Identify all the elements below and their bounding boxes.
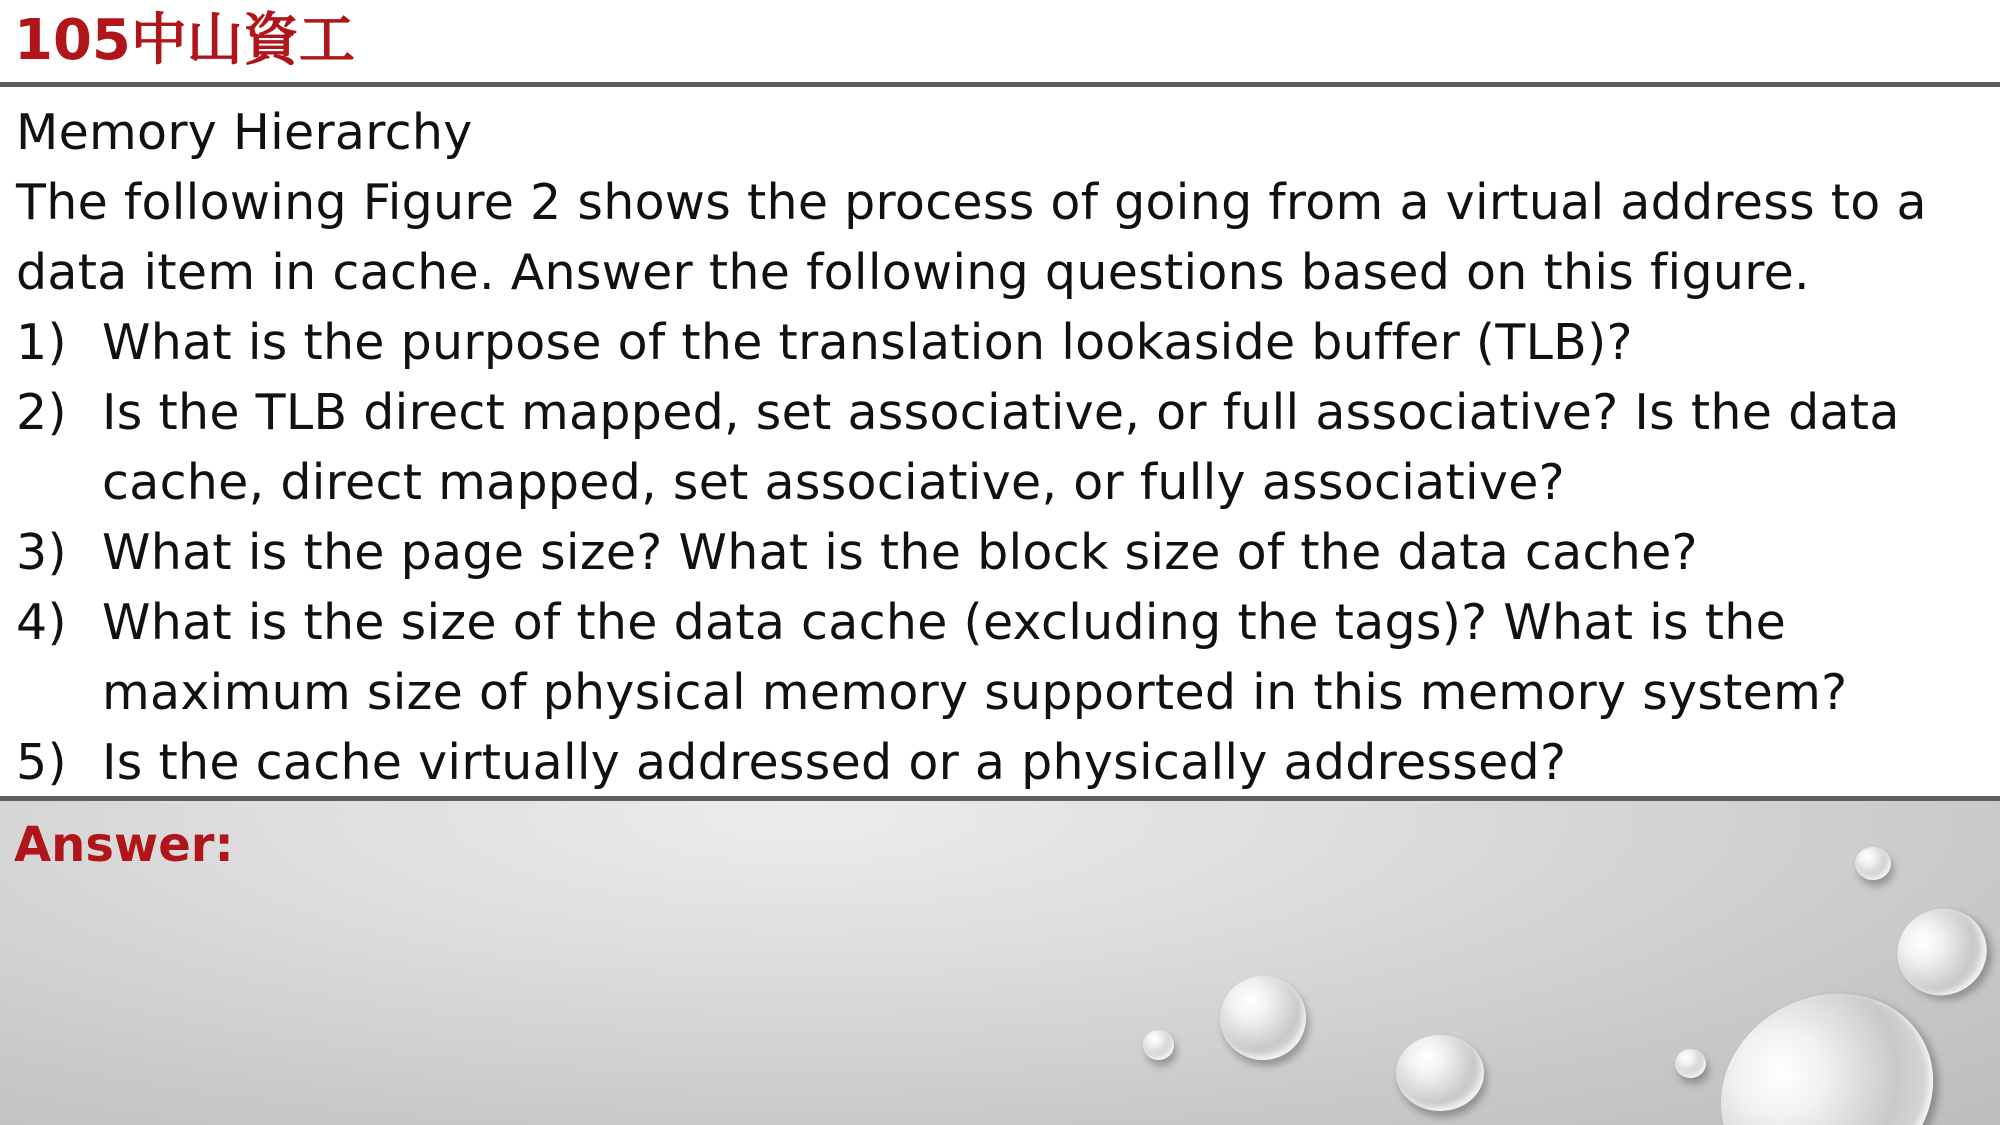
answer-area bbox=[0, 801, 2000, 1125]
question-number: 2) bbox=[16, 384, 67, 441]
water-drop-decoration bbox=[1675, 1049, 1706, 1078]
question-item bbox=[16, 308, 1976, 378]
water-drop-decoration bbox=[1855, 847, 1891, 880]
question-content bbox=[16, 98, 1976, 798]
question-text: What is the page size? What is the block size of the data cache? bbox=[102, 524, 1698, 581]
water-drop-decoration bbox=[1883, 894, 2000, 1010]
question-number: 1) bbox=[16, 314, 67, 371]
question-text: What is the purpose of the translation lookaside buffer (TLB)? bbox=[102, 314, 1633, 371]
question-item bbox=[16, 378, 1976, 518]
answer-label: Answer: bbox=[14, 817, 234, 873]
intro-text: The following Figure 2 shows the process of going from a virtual address to a data item in cache. Answer the following questions based on this figure. bbox=[16, 174, 1927, 301]
question-item bbox=[16, 518, 1976, 588]
question-number: 5) bbox=[16, 734, 67, 791]
question-text: Is the TLB direct mapped, set associative, or full associative? Is the data cache, direct mapped, set associative, or fully associative? bbox=[102, 384, 1900, 511]
question-list bbox=[16, 308, 1976, 798]
question-text: Is the cache virtually addressed or a physically addressed? bbox=[102, 734, 1567, 791]
title-divider bbox=[0, 82, 2000, 87]
water-drop-decoration bbox=[1396, 1035, 1484, 1111]
question-number: 4) bbox=[16, 594, 67, 651]
question-text: What is the size of the data cache (excluding the tags)? What is the maximum size of physical memory supported in this memory system? bbox=[102, 594, 1848, 721]
question-item bbox=[16, 588, 1976, 728]
question-item bbox=[16, 728, 1976, 798]
slide-title: 105中山資工 bbox=[14, 8, 355, 73]
question-number: 3) bbox=[16, 524, 67, 581]
water-drop-decoration bbox=[1220, 976, 1306, 1060]
section-heading: Memory Hierarchy bbox=[16, 104, 473, 161]
water-drop-decoration bbox=[1143, 1030, 1174, 1060]
